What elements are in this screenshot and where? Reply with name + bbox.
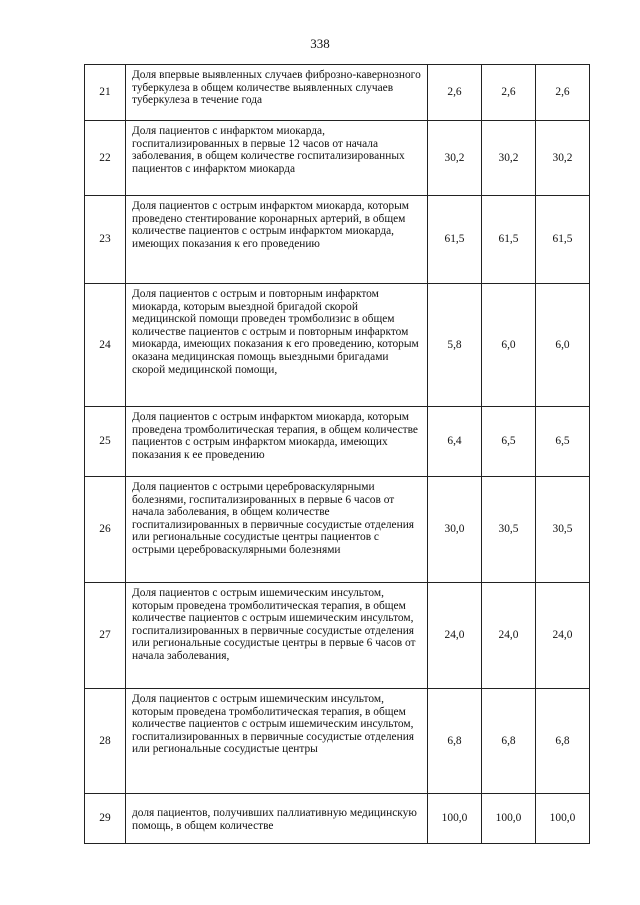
value-cell: 2,6: [536, 65, 590, 121]
value-cell: 100,0: [536, 794, 590, 844]
table-row: [85, 583, 590, 689]
row-number: 21: [85, 65, 126, 121]
value-cell: 6,0: [482, 284, 536, 407]
indicators-table: [84, 64, 590, 844]
value-cell: 6,4: [428, 407, 482, 477]
indicator-description: Доля пациентов с острым ишемическим инсультом, которым проведена тромболитическая терапия, в общем количестве пациентов с острым ишемическим инсультом, госпитализированных в первичные сосудистые отделения или региональные сосудистые центры: [126, 689, 428, 794]
table-row: [85, 794, 590, 844]
row-number: 25: [85, 407, 126, 477]
row-number: 24: [85, 284, 126, 407]
indicator-description: Доля пациентов с острым инфарктом миокарда, которым проведена тромболитическая терапия, в общем количестве пациентов с острым инфарктом миокарда, имеющих показания к ее проведению: [126, 407, 428, 477]
value-cell: 30,2: [536, 121, 590, 196]
value-cell: 61,5: [536, 196, 590, 284]
indicator-description: Доля впервые выявленных случаев фиброзно-кавернозного туберкулеза в общем количестве выявленных случаев туберкулеза в течение года: [126, 65, 428, 121]
value-cell: 5,8: [428, 284, 482, 407]
table-row: [85, 196, 590, 284]
value-cell: 100,0: [482, 794, 536, 844]
value-cell: 6,8: [428, 689, 482, 794]
row-number: 22: [85, 121, 126, 196]
table-row: [85, 407, 590, 477]
value-cell: 6,0: [536, 284, 590, 407]
value-cell: 24,0: [428, 583, 482, 689]
page-number: 338: [310, 36, 330, 51]
value-cell: 6,5: [482, 407, 536, 477]
value-cell: 6,5: [536, 407, 590, 477]
table-row: [85, 689, 590, 794]
row-number: 23: [85, 196, 126, 284]
value-cell: 2,6: [428, 65, 482, 121]
row-number: 26: [85, 477, 126, 583]
value-cell: 30,5: [482, 477, 536, 583]
indicator-description: Доля пациентов с инфарктом миокарда, госпитализированных в первые 12 часов от начала заболевания, в общем количестве госпитализированных пациентов с инфарктом миокарда: [126, 121, 428, 196]
value-cell: 24,0: [536, 583, 590, 689]
indicator-description: Доля пациентов с острым инфарктом миокарда, которым проведено стентирование коронарных артерий, в общем количестве пациентов с острым инфарктом миокарда, имеющих показания к его проведению: [126, 196, 428, 284]
table-row: [85, 477, 590, 583]
value-cell: 6,8: [536, 689, 590, 794]
indicator-description: Доля пациентов с острым и повторным инфарктом миокарда, которым выездной бригадой скорой медицинской помощи проведен тромболизис в общем количестве пациентов с острым и повторным инфарктом миокарда, имеющих показания к его проведению, которым оказана медицинская помощь выездными бригадами скорой медицинской помощи,: [126, 284, 428, 407]
row-number: 27: [85, 583, 126, 689]
table-row: [85, 65, 590, 121]
value-cell: 6,8: [482, 689, 536, 794]
value-cell: 100,0: [428, 794, 482, 844]
value-cell: 30,0: [428, 477, 482, 583]
value-cell: 2,6: [482, 65, 536, 121]
indicator-description: Доля пациентов с острыми цереброваскулярными болезнями, госпитализированных в первые 6 часов от начала заболевания, в общем количестве госпитализированных в первичные сосудистые отделения или региональные сосудистые центры пациентов с острыми цереброваскулярными болезнями: [126, 477, 428, 583]
value-cell: 30,2: [428, 121, 482, 196]
row-number: 28: [85, 689, 126, 794]
table-row: [85, 284, 590, 407]
indicator-description: Доля пациентов с острым ишемическим инсультом, которым проведена тромболитическая терапия, в общем количестве пациентов с острым ишемическим инсультом, госпитализированных в первичные сосудистые отделения или региональные сосудистые центры в первые 6 часов от начала заболевания,: [126, 583, 428, 689]
indicator-description: доля пациентов, получивших паллиативную медицинскую помощь, в общем количестве: [126, 794, 428, 844]
value-cell: 30,5: [536, 477, 590, 583]
value-cell: 61,5: [482, 196, 536, 284]
table-row: [85, 121, 590, 196]
value-cell: 24,0: [482, 583, 536, 689]
value-cell: 30,2: [482, 121, 536, 196]
row-number: 29: [85, 794, 126, 844]
value-cell: 61,5: [428, 196, 482, 284]
